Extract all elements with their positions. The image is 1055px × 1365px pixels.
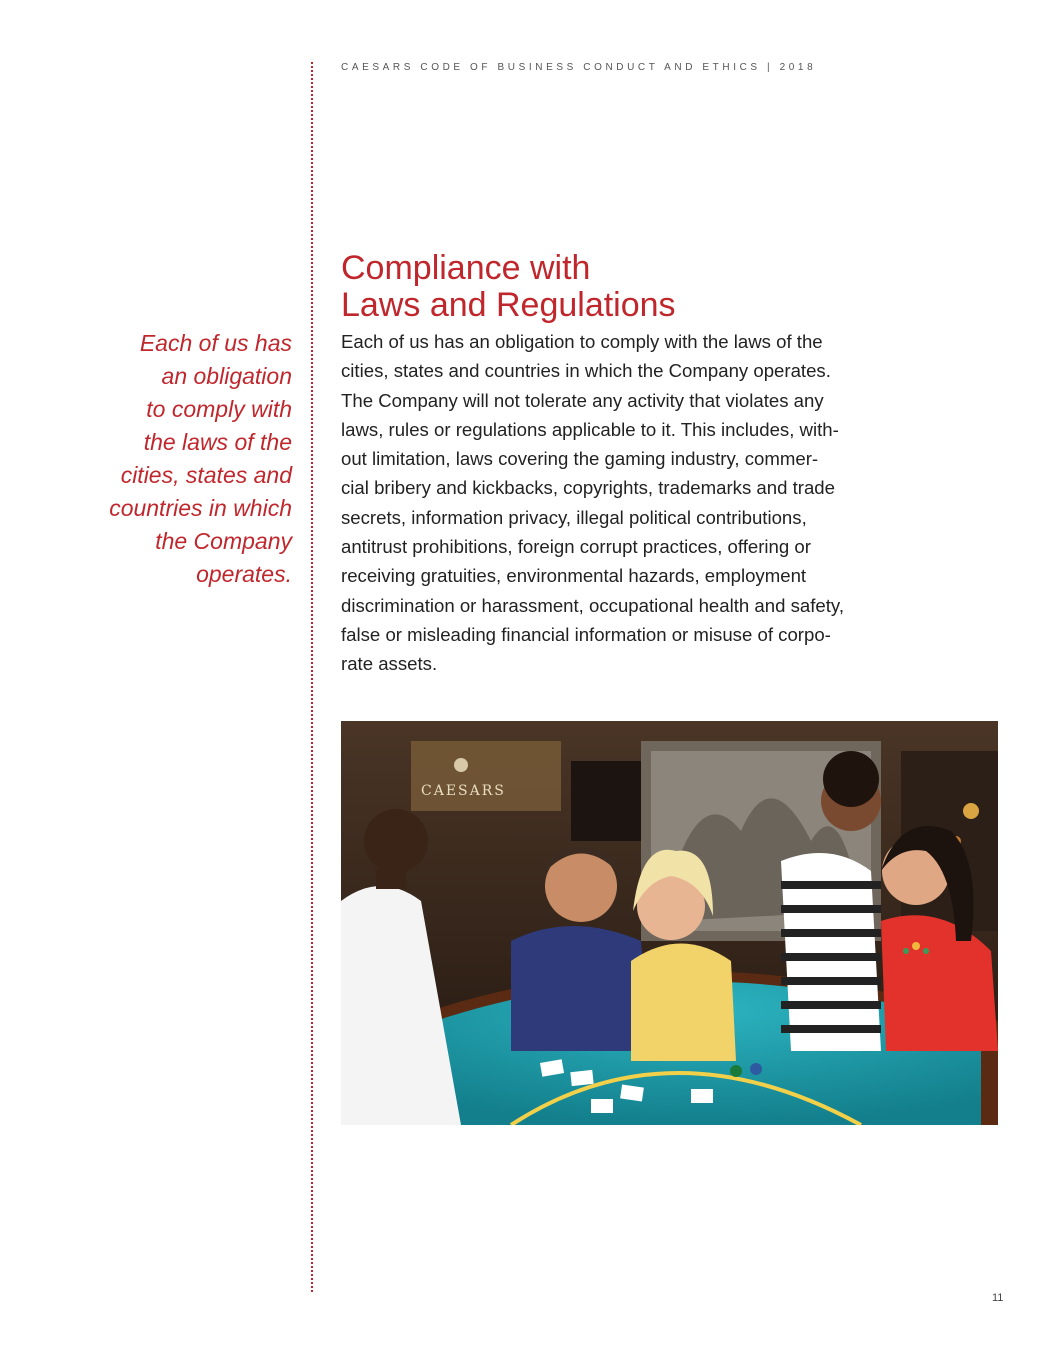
title-line-2: Laws and Regulations <box>341 286 676 324</box>
pullquote-line: countries in which <box>109 495 292 521</box>
body-line: laws, rules or regulations applicable to it. This includes, with- <box>341 418 839 440</box>
body-paragraph <box>341 327 981 679</box>
pullquote-line: operates. <box>196 561 292 587</box>
caesars-sign-text: CAESARS <box>421 783 506 799</box>
dotted-divider <box>311 62 313 1292</box>
pullquote-line: to comply with <box>146 396 292 422</box>
pullquote-line: cities, states and <box>120 462 292 488</box>
pullquote-line: Each of us has <box>139 330 292 356</box>
body-line: discrimination or harassment, occupational health and safety, <box>341 594 844 616</box>
pullquote-line: an obligation <box>161 363 292 389</box>
pullquote-line: the Company <box>155 528 292 554</box>
page-number: 11 <box>992 1292 1004 1304</box>
body-line: secrets, information privacy, illegal political contributions, <box>341 506 807 528</box>
body-line: cities, states and countries in which the Company operates. <box>341 360 831 382</box>
title-line-1: Compliance with <box>341 249 591 287</box>
pullquote-line: the laws of the <box>143 429 292 455</box>
body-line: Each of us has an obligation to comply with the laws of the <box>341 331 823 352</box>
section-title <box>341 250 676 324</box>
body-line: The Company will not tolerate any activity that violates any <box>341 389 824 411</box>
body-line: receiving gratuities, environmental hazards, employment <box>341 565 807 587</box>
striped-shirt <box>781 853 881 1051</box>
body-line: out limitation, laws covering the gaming industry, commer- <box>341 448 819 470</box>
body-line: false or misleading financial information or misuse of corpo- <box>341 623 831 645</box>
pull-quote <box>60 327 292 591</box>
casino-table-photo <box>341 721 998 1125</box>
body-line: cial bribery and kickbacks, copyrights, trademarks and trade <box>341 477 835 499</box>
body-line: rate assets. <box>341 653 438 675</box>
running-header: CAESARS CODE OF BUSINESS CONDUCT AND ETHICS | 2018 <box>341 62 817 73</box>
body-line: antitrust prohibitions, foreign corrupt practices, offering or <box>341 536 811 558</box>
